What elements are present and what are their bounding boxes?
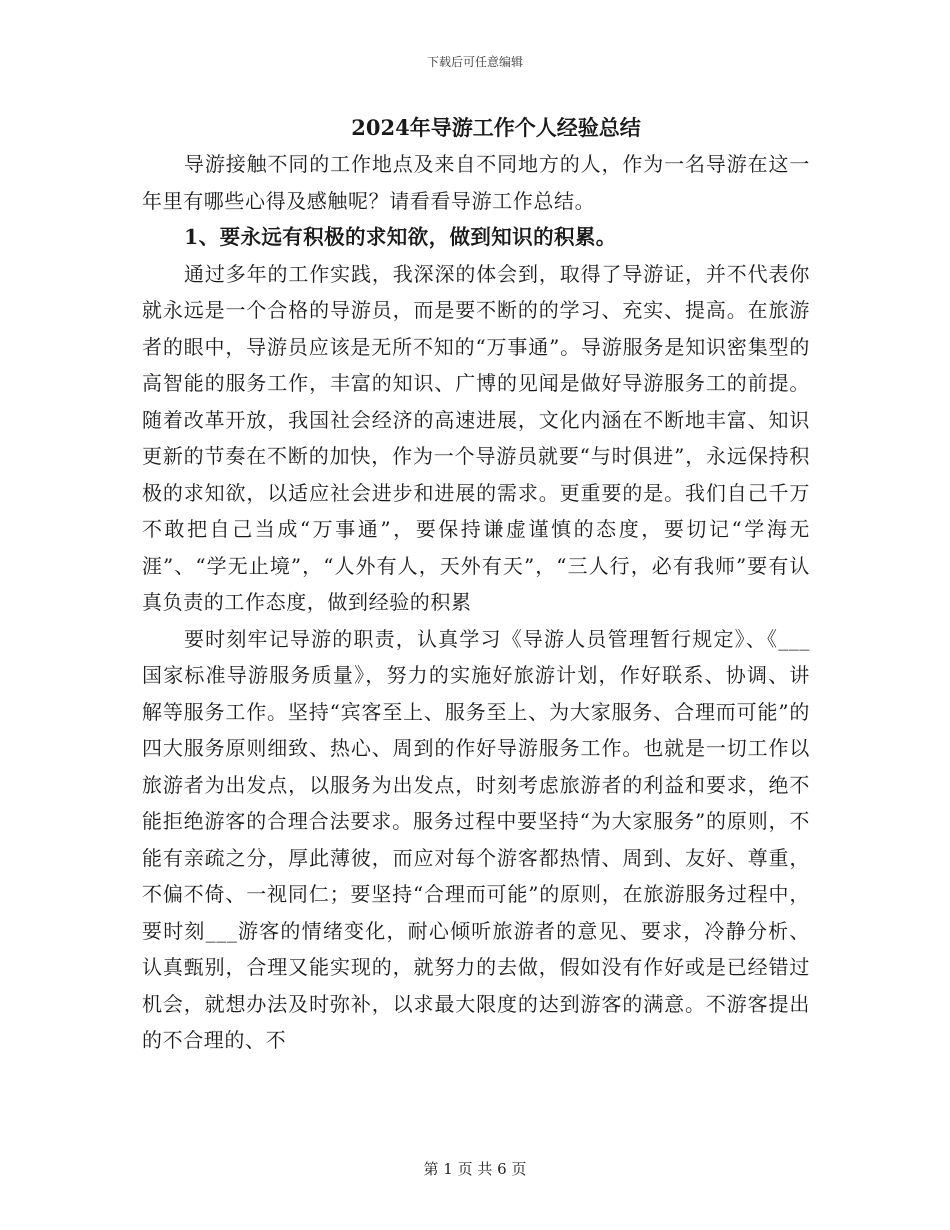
page-number: 第 1 页 共 6 页	[423, 1160, 527, 1178]
intro-paragraph: 导游接触不同的工作地点及来自不同地方的人，作为一名导游在这一年里有哪些心得及感触呢？请看看导游工作总结。	[142, 152, 810, 213]
section-heading: 1、要永远有积极的求知欲，做到知识的积累。	[184, 225, 617, 249]
document-title: 2024年导游工作个人经验总结	[351, 115, 641, 140]
document-body	[142, 110, 810, 1059]
body-paragraph: 通过多年的工作实践，我深深的体会到，取得了导游证，并不代表你就永远是一个合格的导游员，而是要不断的的学习、充实、提高。在旅游者的眼中，导游员应该是无所不知的“万事通”。导游服务是知识密集型的高智能的服务工作，丰富的知识、广博的见闻是做好导游服务工的前提。随着改革开放，我国社会经济的高速进展，文化内涵在不断地丰富、知识更新的节奏在不断的加快，作为一个导游员就要“与时俱进”，永远保持积极的求知欲，以适应社会进步和进展的需求。更重要的是。我们自己千万不敢把自己当成“万事通”，要保持谦虚谨慎的态度，要切记“学海无涯”、“学无止境”，“人外有人，天外有天”，“三人行，必有我师”要有认真负责的工作态度，做到经验的积累	[142, 261, 810, 614]
page-header-note: 下载后可任意编辑	[426, 55, 523, 69]
body-paragraph: 要时刻牢记导游的职责，认真学习《导游人员管理暂行规定》、《___国家标准导游服务质量》，努力的实施好旅游计划，作好联系、协调、讲解等服务工作。坚持“宾客至上、服务至上、为大家服务、合理而可能”的四大服务原则细致、热心、周到的作好导游服务工作。也就是一切工作以旅游者为出发点，以服务为出发点，时刻考虑旅游者的利益和要求，绝不能拒绝游客的合理合法要求。服务过程中要坚持“为大家服务”的原则，不能有亲疏之分，厚此薄彼，而应对每个游客都热情、周到、友好、尊重，不偏不倚、一视同仁；要坚持“合理而可能”的原则，在旅游服务过程中，要时刻___游客的情绪变化，耐心倾听旅游者的意见、要求，冷静分析、认真甄别，合理又能实现的，就努力的去做，假如没有作好或是已经错过机会，就想办法及时弥补，以求最大限度的达到游客的满意。不游客提出的不合理的、不	[142, 626, 810, 1052]
